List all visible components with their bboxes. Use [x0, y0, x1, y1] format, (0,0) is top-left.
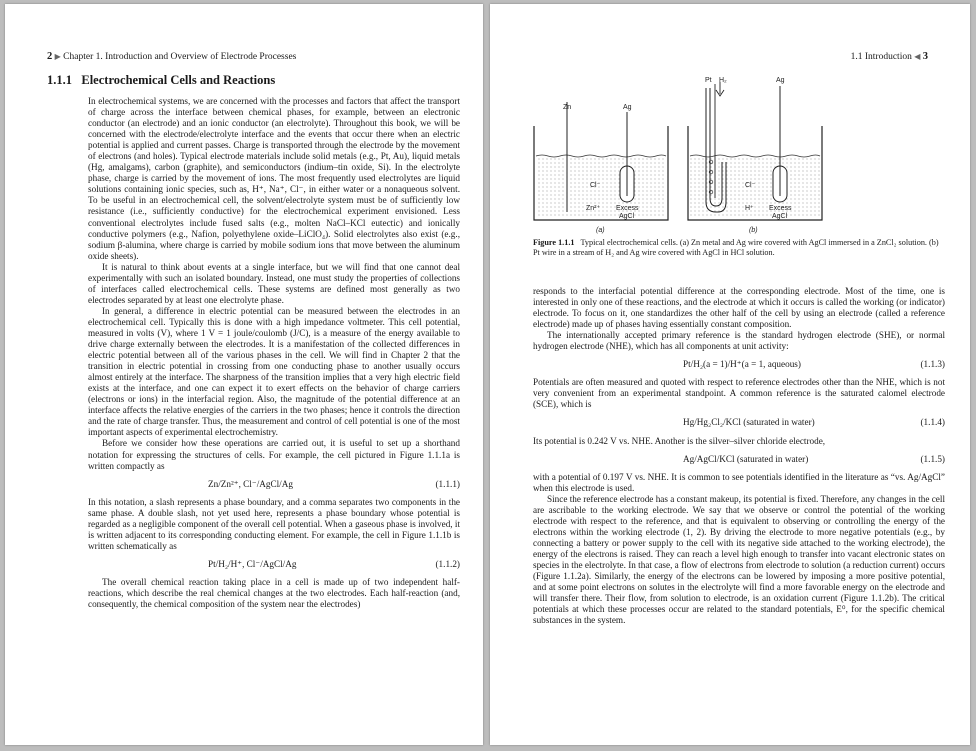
triangle-left-icon: ◀ — [914, 52, 921, 61]
label-ag-b: Ag — [776, 77, 785, 84]
paragraph: Potentials are often measured and quoted with respect to reference electrodes other than the NHE, which is not very convenient from an experimental standpoint. A common reference is the saturated calomel electrode (SCE), which is — [533, 377, 945, 410]
equation-1-1-2 — [88, 559, 460, 570]
equation-1-1-3 — [533, 359, 945, 370]
label-cl-a: Cl⁻ — [590, 182, 601, 189]
left-running-head — [47, 51, 296, 62]
paragraph: responds to the interfacial potential difference at the corresponding electrode. Most of the time, one is interested in only one of these reactions, and the electrode at which it occurs is called the working (or indicator) electrode. To focus on it, one standardizes the other half of the cell by using an electrode (called a reference electrode) made up of phases having essentially constant composition. — [533, 286, 945, 330]
left-page — [5, 4, 483, 745]
label-excess-b: Excess — [769, 205, 792, 212]
left-chapter-title: Chapter 1. Introduction and Overview of Electrode Processes — [63, 52, 297, 62]
label-zn: Zn — [563, 104, 572, 111]
equation-text: Hg/Hg₂Cl₂/KCl (saturated in water) — [683, 417, 815, 428]
right-page-number: 3 — [922, 51, 928, 62]
paragraph: It is natural to think about events at a single interface, but we will find that one cannot deal experimentally with such an isolated boundary. Instead, one must study the properties of collections of interfaces called electrochemical cells. These systems are defined most generally as two electrodes separated by at least one electrolyte phase. — [88, 261, 460, 305]
paragraph: Its potential is 0.242 V vs. NHE. Another is the silver–silver chloride electrode, — [533, 435, 826, 446]
cell-a-beaker — [534, 126, 668, 220]
label-excess-a: Excess — [616, 205, 639, 212]
label-ag-a: Ag — [623, 104, 632, 111]
figure-caption-text: Typical electrochemical cells. (a) Zn metal and Ag wire covered with AgCl immersed in a ZnCl₂ solution. (b) Pt wire in a stream of H₂ and Ag wire covered with AgCl in HCl solution. — [533, 238, 939, 257]
section-title: Electrochemical Cells and Reactions — [81, 73, 276, 87]
label-panel-a: (a) — [596, 227, 605, 234]
label-h-plus: H⁺ — [745, 205, 754, 212]
section-heading — [47, 73, 275, 88]
label-zn2: Zn²⁺ — [586, 205, 601, 212]
equation-text: Pt/H₂(a = 1)/H⁺(a = 1, aqueous) — [683, 359, 801, 370]
paragraph: with a potential of 0.197 V vs. NHE. It is common to see potentials identified in the literature as “vs. Ag/AgCl” when this electrode is used. — [533, 471, 945, 493]
label-agcl-a: AgCl — [619, 213, 635, 220]
left-page-number: 2 — [47, 51, 53, 62]
paragraph: In electrochemical systems, we are concerned with the processes and factors that affect the transport of charge across the interface between chemical phases, for example, between an electronic conductor (an electrode) and an ionic conductor (an electrolyte). Throughout this book, we will be concerned with the electrode/electrolyte interface and the events that occur there when an electric potential is applied and current passes. Charge is transported through the electrode by the movement of electrons (and holes). Typical electrode materials include solid metals (e.g., Pt, Au), liquid metals (Hg, amalgams), carbon (graphite), and semiconductors (indium–tin oxide, Si). In the electrolyte phase, charge is carried by the movement of ions. The most frequently used electrolytes are liquid solutions containing ionic species, such as, H⁺, Na⁺, Cl⁻, in either water or a nonaqueous solvent. To be useful in an electrochemical cell, the solvent/electrolyte system must be of sufficiently low resistance (i.e., sufficiently conductive) for the electrochemical experiment envisioned. Less conventional electrolytes include fused salts (e.g., molten NaCl–KCl eutectic) and ionically conductive polymers (e.g., Nafion, polyethylene oxide–LiClO₄). Solid electrolytes also exist (e.g., sodium β-alumina, where charge is carried by mobile sodium ions that move between the aluminum oxide sheets). — [88, 96, 460, 261]
equation-1-1-1 — [88, 479, 460, 490]
paragraph: In this notation, a slash represents a phase boundary, and a comma separates two components in the same phase. A double slash, not yet used here, represents a phase boundary whose potential is regarded as a negligible component of the overall cell potential. When a gaseous phase is involved, it is written adjacent to its corresponding conducting element. For example, the cell in Figure 1.1.1b is written schematically as — [88, 496, 460, 551]
figure-label: Figure 1.1.1 — [533, 238, 575, 247]
equation-text: Pt/H₂/H⁺, Cl⁻/AgCl/Ag — [208, 558, 297, 569]
paragraph: Since the reference electrode has a constant makeup, its potential is fixed. Therefore, any changes in the cell are ascribable to the working electrode. We say that we observe or control the potential of the working electrode with respect to the reference, and that is equivalent to observing or controlling the energy of the electrons within the working electrode (1, 2). By driving the electrode to more negative potentials (e.g., by connecting a battery or power supply to the cell with its negative side attached to the working electrode), the energy of the electrons is raised. They can reach a level high enough to transfer into vacant electronic states on species in the electrolyte. In that case, a flow of electrons from electrode to solution (a reduction current) occurs (Figure 1.1.2a). Similarly, the energy of the electrons can be lowered by imposing a more positive potential, and at some point electrons on solutes in the electrolyte will find a more favorable energy on the electrode and will transfer there. Their flow, from solution to electrode, is an oxidation current (Figure 1.1.2b). The critical potentials at which these processes occur are related to the standard potentials, E⁰, for the specific chemical substances in the system. — [533, 493, 945, 626]
left-body — [88, 96, 460, 610]
equation-number: (1.1.4) — [920, 417, 945, 428]
right-body — [533, 286, 945, 626]
paragraph: In general, a difference in electric potential can be measured between the electrodes in an electrochemical cell. Typically this is done with a high impedance voltmeter. This cell potential, measured in volts (V), where 1 V = 1 joule/coulomb (J/C), is a measure of the energy available to drive charge externally between the electrodes. It is a manifestation of the collected differences in electric potential between all of the various phases in the cell. We will find in Chapter 2 that the transition in electric potential in crossing from one conducting phase to another usually occurs almost entirely at the interface. The sharpness of the transition implies that a very high electric field exists at the interface, and one can expect it to exert effects on the behavior of charge carriers (electrons or ions) in the interfacial region. Also, the magnitude of the potential difference at an interface affects the relative energies of the carriers in the two phases; hence it controls the direction and the rate of charge transfer. Thus, the measurement and control of cell potential is one of the most important aspects of experimental electrochemistry. — [88, 305, 460, 438]
label-agcl-b: AgCl — [772, 213, 788, 220]
cell-b-beaker — [688, 126, 822, 220]
equation-text: Zn/Zn²⁺, Cl⁻/AgCl/Ag — [208, 478, 293, 489]
equation-1-1-5 — [533, 454, 945, 465]
equation-number: (1.1.1) — [435, 478, 460, 489]
equation-number: (1.1.5) — [920, 453, 945, 464]
figure-caption — [533, 238, 945, 258]
paragraph: The internationally accepted primary reference is the standard hydrogen electrode (SHE), or normal hydrogen electrode (NHE), which has all components at unit activity: — [533, 330, 945, 352]
equation-number: (1.1.3) — [920, 359, 945, 370]
paragraph: The overall chemical reaction taking place in a cell is made up of two independent half-reactions, which describe the real chemical changes at the two electrodes. Each half-reaction (and, consequently, the chemical composition of the system near the electrodes) — [88, 576, 460, 610]
label-panel-b: (b) — [749, 227, 758, 234]
section-number: 1.1.1 — [47, 73, 72, 87]
right-section-title: 1.1 Introduction — [850, 52, 912, 62]
triangle-right-icon: ▶ — [54, 52, 61, 61]
label-h2: H₂ — [719, 77, 727, 84]
figure-1-1-1-drawing — [530, 74, 830, 236]
ag-electrode-b — [773, 86, 787, 202]
right-page — [490, 4, 970, 745]
paragraph: Before we consider how these operations are carried out, it is useful to set up a shorthand notation for expressing the structures of cells. For example, the cell pictured in Figure 1.1.1a is written compactly as — [88, 438, 460, 471]
label-pt: Pt — [705, 77, 712, 84]
label-cl-b: Cl⁻ — [745, 182, 756, 189]
equation-1-1-4 — [533, 417, 945, 428]
right-running-head — [851, 51, 928, 62]
equation-text: Ag/AgCl/KCl (saturated in water) — [683, 453, 809, 464]
equation-number: (1.1.2) — [435, 558, 460, 569]
